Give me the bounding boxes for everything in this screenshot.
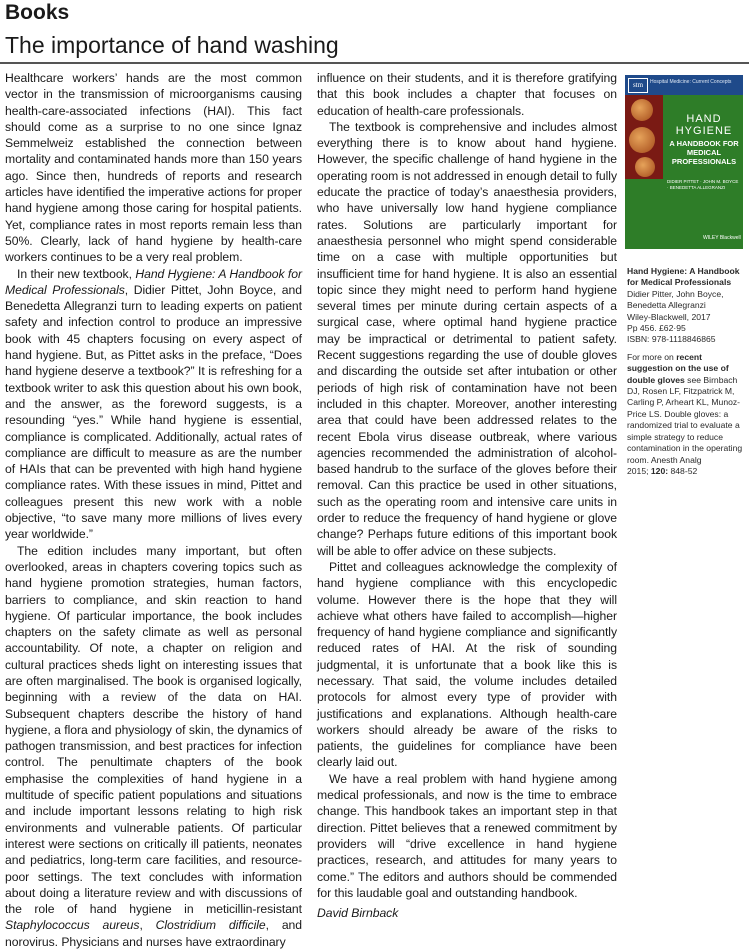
petri-dish-icon	[629, 127, 655, 153]
paragraph-3-body: The edition includes many important, but often overlooked, areas in chapters covering topics such as hand hygiene promotion strategies, human factors, barriers to compliance, and skin reaction to hand hygiene. Of particular importance, the book includes chapters on the safety climate as well as personal accountability. Of note, a chapter on religion and cultural practices sheds light on interesting issues that are often marginalised. The book is organised logically, beginning with a review of the data on HAI. Subsequent chapters describe the history of hand hygiene, a flora and physiology of skin, the dynamics of pathogen transmission, and best practices for infection control. The penultimate chapters of the book emphasise the complexities of hand hygiene in a multitude of specific patient populations and situations and include important lessons relating to high risk environments and vulnerable patients. Of particular interest were sections on critically ill patients, neonates and pediatrics, long-term care facilities, and resource-poor settings. The text concludes with information about doing a literature review and with discussions of the role of hand hygiene in meticillin-resistant	[5, 543, 302, 917]
paragraph-2-lead: In their new textbook,	[17, 266, 136, 281]
book-details-sidebar	[627, 266, 745, 477]
reference-title: Double gloves: a randomized trial to evaluate a simple strategy to reduce contamination in the operating room.	[627, 408, 743, 465]
paragraph-6: We have a real problem with hand hygiene among medical professionals, and now is the time to embrace change. This handbook takes an important step in that direction. Pittet believes that a renewed commitment by providers will “drive excellence in hand hygiene practices, research, and attitudes for many years to come.” The editors and authors should be commended for this laudable goal and outstanding handbook.	[317, 771, 617, 900]
sidebar-isbn: ISBN: 978-1118846865	[627, 334, 716, 345]
title-divider	[0, 62, 749, 64]
reference-year: 2015;	[627, 465, 649, 476]
cover-title: HAND HYGIENE	[675, 113, 733, 137]
paragraph-2-body: , Didier Pittet, John Boyce, and Benedetta Allegranzi turn to leading experts on patient safety and infection control to produce an impressive book with 45 chapters focusing on every aspect of hand hygiene. But, as Pittet asks in the preface, “Does hand hygiene deserve a textbook?” It is refreshing for a textbook writer to ask this question about his own book, and the answer, as the foreword suggests, is a resounding “yes.” While hand hygiene is essential, compliance is complicated. Additionally, actual rates of compliance are difficult to measure as are the number of HAIs that can be prevented with high hand hygiene compliance rates. With these issues in mind, Pittet and colleagues present this new work with a noble objective, “to save many more millions of lives every year worldwide.”	[5, 282, 302, 542]
paragraph-3-comma: ,	[139, 918, 156, 933]
article-title: The importance of hand washing	[5, 32, 339, 58]
sidebar-pages-price: Pp 456. £62·95	[627, 323, 686, 334]
paragraph-3-continued: influence on their students, and it is therefore gratifying that this book includes a chapter that focuses on education of health-care professionals.	[317, 71, 617, 118]
sidebar-book-title: Hand Hygiene: A Handbook for Medical Professionals	[627, 266, 740, 288]
sidebar-authors: Didier Pitter, John Boyce, Benedetta Allegranzi	[627, 288, 724, 311]
cover-logo: stm	[628, 78, 648, 93]
staph-italic: Staphylococcus aureus	[5, 918, 140, 933]
paragraph-1: Healthcare workers’ hands are the most common vector in the transmission of microorganisms causing health-care-associated infections (HAI). This fact should come as a surprise to no one since Ignaz Semmelweiz established the connection between mortality and contaminated hands more than 150 years ago. Since then, hundreds of reports and research articles have identified the imperative actions for proper hand hygiene among those caring for hospital patients. Yet, compliance rates in most reports remain less than 50%. Clearly, lack of hand hygiene by health-care workers continues to be a very real problem.	[5, 71, 302, 265]
book-cover-image	[625, 75, 743, 249]
byline: David Birnback	[317, 906, 399, 921]
sidebar-publisher: Wiley-Blackwell, 2017	[627, 311, 711, 322]
paragraph-3	[5, 543, 302, 950]
petri-dish-icon	[635, 157, 655, 177]
paragraph-3-end: , and norovirus. Physicians and nurses have extraordinary	[5, 918, 302, 949]
reference-authors: Birnbach DJ, Rosen LF, Fitzpatrick M, Carling P, Arheart KL, Munoz-Price LS.	[627, 374, 741, 419]
reference-journal: Anesth Analg	[650, 454, 702, 465]
reference-see: see	[684, 374, 702, 385]
cover-subtitle: A HANDBOOK FOR MEDICAL PROFESSIONALS	[669, 139, 739, 166]
cover-series: Hospital Medicine: Current Concepts	[650, 79, 732, 85]
cover-authors: DIDIER PITTET · JOHN M. BOYCE · BENEDETTA ALLEGRANZI	[667, 179, 739, 190]
sidebar-reference	[627, 352, 745, 477]
cover-publisher: WILEY Blackwell	[703, 235, 741, 241]
reference-prefix: For more on	[627, 351, 677, 362]
petri-dish-icon	[631, 99, 653, 121]
paragraph-2	[5, 266, 302, 543]
book-title-italic: Hand Hygiene: A Handbook for Medical Professionals	[5, 266, 302, 297]
section-label: Books	[5, 1, 70, 24]
cdiff-italic: Clostridium difficile	[155, 918, 266, 933]
reference-topic: recent suggestion on the use of double gloves	[627, 351, 729, 385]
paragraph-4: The textbook is comprehensive and includes almost everything there is to know about hand hygiene. However, the specific challenge of hand hygiene in the operating room is not addressed in enough detail to fully educate the practice of today’s anaesthesia providers, who have universally low hand hygiene compliance rates. Solutions are particularly important for anaesthesia personnel who might spend considerable time on a case with multiple opportunities but insufficient time for hand hygiene. It is also an essential topic since they might need to perform hand hygiene several times per minute during certain aspects of a surgical case, where optimal hand hygiene practice may be impractical or detrimental to patient safety. Recent suggestions regarding the use of double gloves and discarding the outside set after intubation or other periods of high risk of contamination have not been included in this chapter. Moreover, another interesting area that could have been addressed relates to the recent Ebola virus disease outbreak, where various agencies recommended the administration of alcohol-based handrub to the surface of the gloves before their removal. Can this practice be used in other situations, such as the operating room and intensive care units in order to reduce the frequency of hand hygiene or glove change? Perhaps future editions of this important book will be able to offer advice on these subjects.	[317, 119, 617, 558]
article-column-2	[317, 70, 617, 921]
reference-pages: 848-52	[670, 465, 698, 476]
paragraph-5: Pittet and colleagues acknowledge the complexity of hand hygiene compliance with this encyclopedic volume. However there is the hope that they will achieve what others have failed to accomplish—higher frequency of hand hygiene compliance and significantly reduced rates of HAI. At the risk of sounding judgmental, it is unfortunate that a book like this is necessary. That said, the volume includes detailed protocols for almost every type of provider with justifications and explanations. Although health-care workers should already be aware of the risks to patients, the guidelines for compliance have been clearly laid out.	[317, 559, 617, 770]
article-column-1	[5, 70, 302, 950]
reference-volume: 120:	[650, 465, 669, 476]
